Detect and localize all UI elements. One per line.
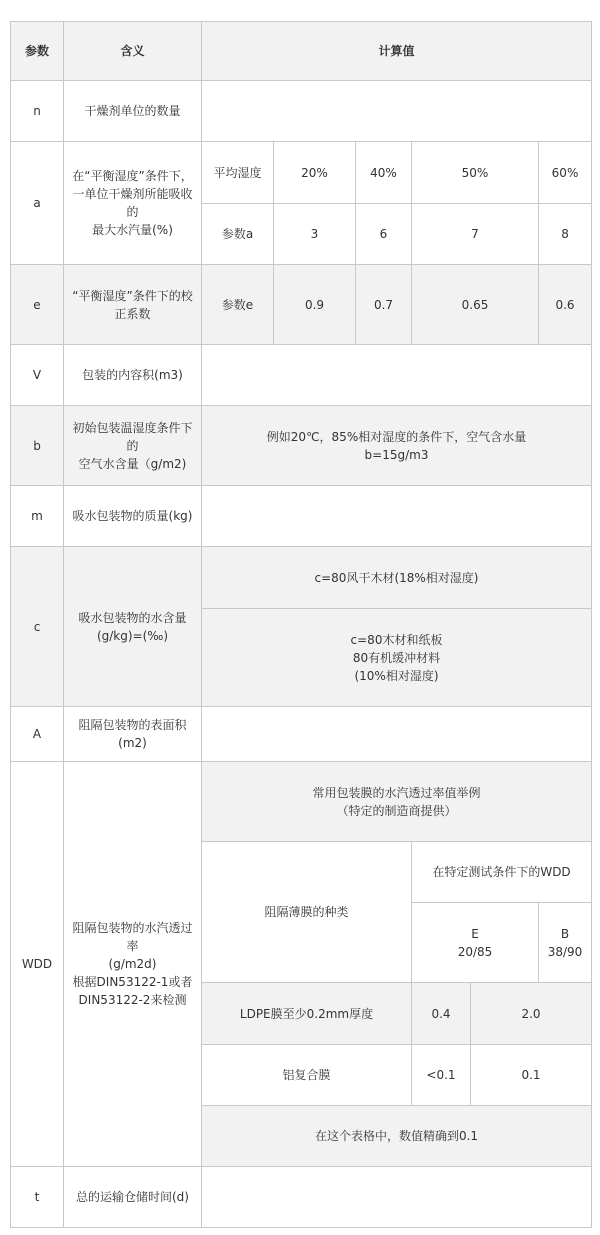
row-b <box>11 406 592 486</box>
row-A <box>11 707 592 762</box>
a-value-50: 7 <box>412 204 539 265</box>
meaning-cell: “平衡湿度”条件下的校 正系数 <box>64 265 202 345</box>
param-cell: V <box>11 345 64 406</box>
meaning-cell: 干燥剂单位的数量 <box>64 81 202 142</box>
humidity-label: 平均湿度 <box>202 142 274 204</box>
meaning-cell: 初始包装温湿度条件下的 空气水含量（g/m2) <box>64 406 202 486</box>
a-value-60: 8 <box>539 204 592 265</box>
row-n <box>11 81 592 142</box>
value-cell <box>202 345 592 406</box>
param-cell: WDD <box>11 762 64 1167</box>
wdd-b-value: 2.0 <box>471 983 592 1045</box>
e-value-50: 0.65 <box>412 265 539 345</box>
header-param: 参数 <box>11 22 64 81</box>
row-V <box>11 345 592 406</box>
wdd-example-title: 常用包装膜的水汽透过率值举例 （特定的制造商提供） <box>202 762 592 842</box>
row-wdd-title <box>11 762 592 842</box>
test-condition-label: 在特定测试条件下的WDD <box>412 842 592 903</box>
row-m <box>11 486 592 547</box>
a-value-20: 3 <box>274 204 356 265</box>
e-value-40: 0.7 <box>356 265 412 345</box>
meaning-cell: 吸水包装物的质量(kg) <box>64 486 202 547</box>
e-value-60: 0.6 <box>539 265 592 345</box>
param-cell: m <box>11 486 64 547</box>
a-value-40: 6 <box>356 204 412 265</box>
row-c-1 <box>11 547 592 609</box>
param-cell: A <box>11 707 64 762</box>
film-type-label: 阻隔薄膜的种类 <box>202 842 412 983</box>
row-a-humidity <box>11 142 592 204</box>
humidity-50: 50% <box>412 142 539 204</box>
param-e-label: 参数e <box>202 265 274 345</box>
meaning-cell: 阻隔包装物的水汽透过率 (g/m2d) 根据DIN53122-1或者 DIN53122-2来检测 <box>64 762 202 1167</box>
param-cell: c <box>11 547 64 707</box>
param-cell: b <box>11 406 64 486</box>
param-cell: n <box>11 81 64 142</box>
parameter-table <box>10 21 592 1228</box>
film-name: 铝复合膜 <box>202 1045 412 1106</box>
wdd-e-value: <0.1 <box>412 1045 471 1106</box>
param-a-label: 参数a <box>202 204 274 265</box>
param-cell: e <box>11 265 64 345</box>
meaning-cell: 在“平衡湿度”条件下， 一单位干燥剂所能吸收的 最大水汽量(%) <box>64 142 202 265</box>
value-cell <box>202 81 592 142</box>
e-value-20: 0.9 <box>274 265 356 345</box>
col-b-header: B 38/90 <box>539 903 592 983</box>
param-cell: a <box>11 142 64 265</box>
value-cell: 例如20℃，85%相对湿度的条件下，空气含水量 b=15g/m3 <box>202 406 592 486</box>
row-e <box>11 265 592 345</box>
value-cell: c=80木材和纸板 80有机缓冲材料 (10%相对湿度) <box>202 609 592 707</box>
value-cell <box>202 707 592 762</box>
film-name: LDPE膜至少0.2mm厚度 <box>202 983 412 1045</box>
param-cell: t <box>11 1167 64 1228</box>
meaning-cell: 包装的内容积(m3) <box>64 345 202 406</box>
value-cell: c=80风干木材(18%相对湿度) <box>202 547 592 609</box>
header-meaning: 含义 <box>64 22 202 81</box>
humidity-20: 20% <box>274 142 356 204</box>
humidity-60: 60% <box>539 142 592 204</box>
humidity-40: 40% <box>356 142 412 204</box>
meaning-cell: 总的运输仓储时间(d) <box>64 1167 202 1228</box>
wdd-b-value: 0.1 <box>471 1045 592 1106</box>
value-cell <box>202 486 592 547</box>
wdd-note: 在这个表格中，数值精确到0.1 <box>202 1106 592 1167</box>
value-cell <box>202 1167 592 1228</box>
meaning-cell: 阻隔包装物的表面积(m2) <box>64 707 202 762</box>
col-e-header: E 20/85 <box>412 903 539 983</box>
row-t <box>11 1167 592 1228</box>
wdd-e-value: 0.4 <box>412 983 471 1045</box>
meaning-cell: 吸水包装物的水含量 (g/kg)=(‰) <box>64 547 202 707</box>
header-value: 计算值 <box>202 22 592 81</box>
header-row <box>11 22 592 81</box>
